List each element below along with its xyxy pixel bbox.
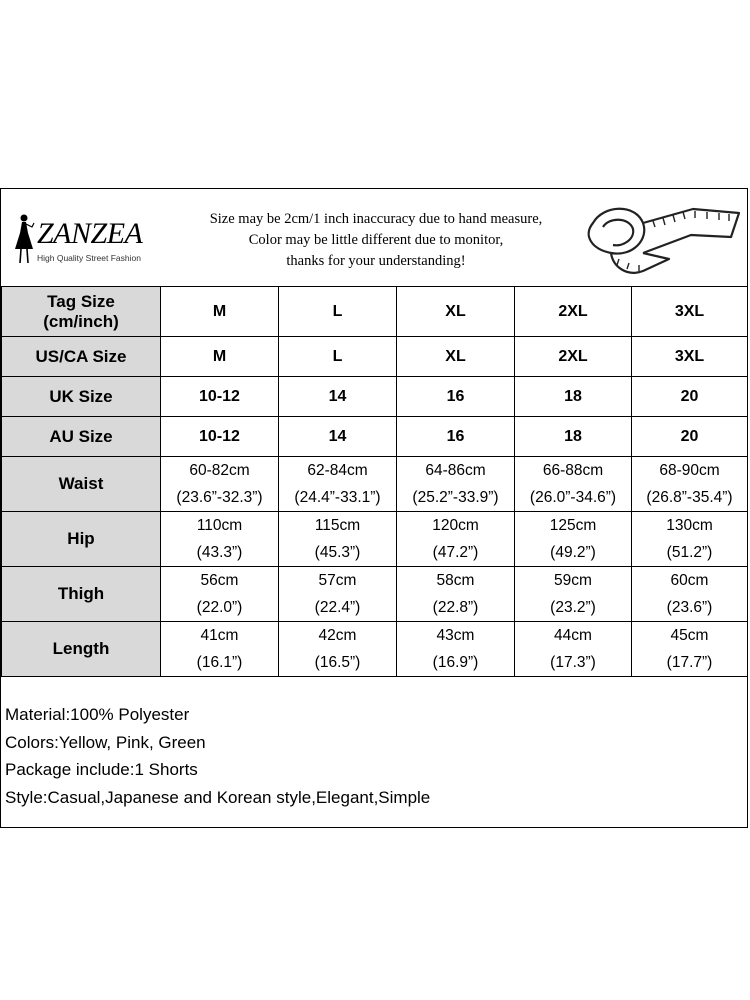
inch-value: (22.4”)	[314, 599, 361, 616]
measurement-cell	[397, 622, 515, 677]
brand-tagline: High Quality Street Fashion	[37, 253, 141, 263]
size-cell: XL	[397, 287, 515, 337]
measurement-cell	[515, 622, 632, 677]
table-row	[2, 287, 748, 337]
inch-value: (24.4”-33.1”)	[294, 489, 381, 506]
size-cell: XL	[397, 337, 515, 377]
cm-value: 110cm	[196, 517, 243, 534]
table-row	[2, 512, 748, 567]
cm-value: 68-90cm	[659, 462, 720, 479]
inch-value: (23.6”)	[666, 599, 713, 616]
measurement-cell	[161, 512, 279, 567]
size-cell: M	[161, 337, 279, 377]
inch-value: (23.6”-32.3”)	[176, 489, 263, 506]
inch-value: (16.1”)	[196, 654, 243, 671]
inch-value: (17.7”)	[666, 654, 713, 671]
size-cell: 16	[397, 417, 515, 457]
row-header: Length	[2, 622, 161, 677]
inch-value: (26.0”-34.6”)	[529, 489, 617, 506]
cm-value: 56cm	[200, 572, 239, 589]
size-cell: 10-12	[161, 377, 279, 417]
measuring-tape-icon	[573, 197, 743, 283]
measurement-cell	[161, 567, 279, 622]
inch-value: (43.3”)	[196, 544, 243, 561]
inch-value: (26.8”-35.4”)	[646, 489, 733, 506]
row-header: Waist	[2, 457, 161, 512]
row-header: US/CA Size	[2, 337, 161, 377]
tag-size-unit: (cm/inch)	[43, 311, 119, 331]
size-cell: 18	[515, 377, 632, 417]
style-text: Style:Casual,Japanese and Korean style,Elegant,Simple	[5, 787, 431, 807]
cm-value: 66-88cm	[542, 462, 604, 479]
notice-line: thanks for your understanding!	[286, 253, 466, 269]
cm-value: 42cm	[318, 627, 357, 644]
size-cell: 14	[279, 377, 397, 417]
size-cell: 2XL	[515, 337, 632, 377]
size-cell: 2XL	[515, 287, 632, 337]
cm-value: 60-82cm	[189, 462, 250, 479]
measurement-cell	[397, 512, 515, 567]
size-cell: 3XL	[632, 287, 748, 337]
cm-value: 115cm	[314, 517, 361, 534]
row-header: AU Size	[2, 417, 161, 457]
size-cell: 18	[515, 417, 632, 457]
measurement-cell	[397, 567, 515, 622]
table-row	[2, 457, 748, 512]
measurement-cell	[279, 512, 397, 567]
cm-value: 43cm	[436, 627, 475, 644]
inch-value: (17.3”)	[550, 654, 596, 671]
notice-line: Color may be little different due to monitor,	[248, 232, 504, 248]
cm-value: 130cm	[666, 517, 713, 534]
size-cell: 20	[632, 417, 748, 457]
size-cell: 3XL	[632, 337, 748, 377]
row-header: UK Size	[2, 377, 161, 417]
measurement-cell	[515, 457, 632, 512]
size-cell: 20	[632, 377, 748, 417]
row-header: Hip	[2, 512, 161, 567]
colors-text: Colors:Yellow, Pink, Green	[5, 732, 206, 752]
size-chart	[0, 188, 748, 828]
inch-value: (22.0”)	[196, 599, 243, 616]
cm-value: 57cm	[318, 572, 357, 589]
measurement-cell	[161, 622, 279, 677]
cm-value: 59cm	[554, 572, 592, 589]
size-cell: L	[279, 287, 397, 337]
measurement-cell	[515, 512, 632, 567]
table-row	[2, 337, 748, 377]
measurement-cell	[279, 457, 397, 512]
inch-value: (51.2”)	[666, 544, 713, 561]
measurement-cell	[161, 457, 279, 512]
inch-value: (16.9”)	[432, 654, 479, 671]
inch-value: (23.2”)	[550, 599, 596, 616]
cm-value: 62-84cm	[307, 462, 368, 479]
measurement-cell	[632, 512, 748, 567]
measurement-cell	[279, 567, 397, 622]
woman-silhouette-icon	[11, 213, 37, 265]
cm-value: 125cm	[549, 517, 597, 534]
inch-value: (49.2”)	[550, 544, 596, 561]
table-row	[2, 417, 748, 457]
table-row	[2, 622, 748, 677]
notice-line: Size may be 2cm/1 inch inaccuracy due to hand measure,	[209, 211, 543, 227]
cm-value: 60cm	[670, 572, 709, 589]
size-table	[1, 286, 748, 677]
material-text: Material:100% Polyester	[5, 705, 190, 724]
product-details	[5, 701, 745, 811]
measurement-cell	[397, 457, 515, 512]
tag-size-label: Tag Size	[47, 291, 115, 311]
cm-value: 58cm	[436, 572, 475, 589]
cm-value: 120cm	[432, 517, 479, 534]
inch-value: (47.2”)	[432, 544, 479, 561]
brand-name: ZANZEA	[37, 217, 143, 250]
size-cell: 14	[279, 417, 397, 457]
inch-value: (22.8”)	[432, 599, 479, 616]
measurement-cell	[279, 622, 397, 677]
chart-header	[1, 189, 747, 287]
row-header	[2, 287, 161, 337]
cm-value: 41cm	[200, 627, 239, 644]
measurement-notice	[171, 209, 581, 272]
inch-value: (16.5”)	[314, 654, 361, 671]
size-cell: 16	[397, 377, 515, 417]
table-row	[2, 567, 748, 622]
measurement-cell	[632, 457, 748, 512]
cm-value: 64-86cm	[425, 462, 486, 479]
size-cell: 10-12	[161, 417, 279, 457]
measurement-cell	[632, 622, 748, 677]
size-cell: M	[161, 287, 279, 337]
cm-value: 44cm	[554, 627, 592, 644]
brand-logo	[11, 209, 171, 269]
inch-value: (45.3”)	[314, 544, 361, 561]
measurement-cell	[632, 567, 748, 622]
cm-value: 45cm	[670, 627, 709, 644]
table-row	[2, 377, 748, 417]
size-cell: L	[279, 337, 397, 377]
row-header: Thigh	[2, 567, 161, 622]
package-text: Package include:1 Shorts	[5, 760, 198, 779]
inch-value: (25.2”-33.9”)	[412, 489, 499, 506]
measurement-cell	[515, 567, 632, 622]
